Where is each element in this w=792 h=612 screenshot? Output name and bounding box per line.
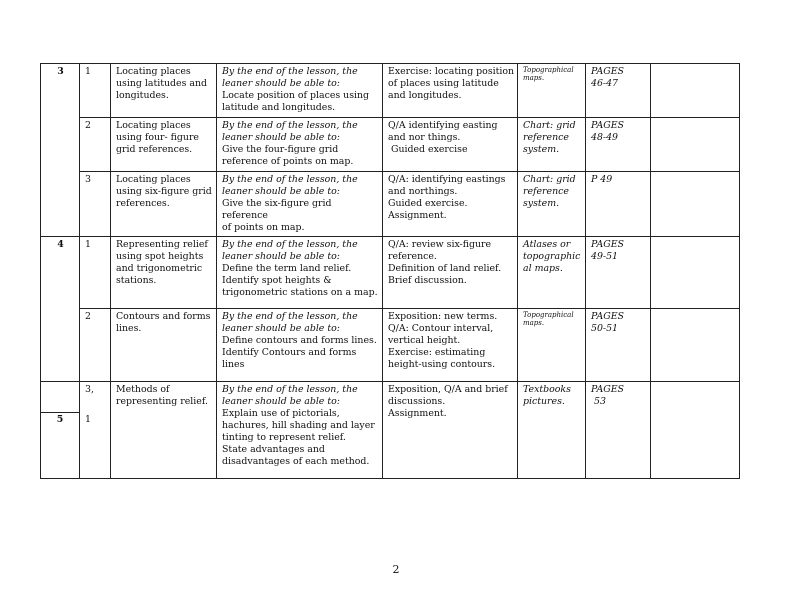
remarks-cell (651, 64, 740, 118)
objectives-cell (217, 118, 383, 172)
week-number: 3 (57, 66, 64, 77)
cell-line: Brief discussion. (388, 275, 467, 286)
objective-line: Give the four-figure grid (222, 144, 339, 155)
table-row (41, 237, 740, 309)
resources-cell (518, 309, 586, 382)
lesson-number: 2 (85, 120, 91, 131)
lesson-number: 3 (85, 174, 91, 185)
cell-line: Topographical (523, 66, 574, 74)
cell-line: Definition of land relief. (388, 263, 502, 274)
reference-cell (586, 118, 651, 172)
topic-cell (111, 382, 217, 479)
cell-line: using spot heights (116, 251, 204, 262)
lesson-cell (80, 118, 111, 172)
cell-line: vertical height. (388, 335, 461, 346)
cell-line: Contours and forms (116, 311, 211, 322)
activities-cell (383, 118, 518, 172)
cell-line: reference (523, 186, 569, 197)
lesson-number: 2 (85, 311, 91, 322)
week-number: 5 (56, 414, 64, 425)
cell-line: Methods of (116, 384, 170, 395)
cell-line: al maps. (523, 263, 563, 274)
objectives-cell (217, 172, 383, 237)
cell-line: 48-49 (591, 132, 619, 143)
lesson-cell (80, 64, 111, 118)
scheme-of-work-table (40, 63, 740, 479)
objective-line: Give the six-figure grid reference (222, 198, 332, 221)
cell-line: Assignment. (388, 408, 447, 419)
remarks-cell (651, 118, 740, 172)
cell-line: Q/A identifying easting (388, 120, 498, 131)
cell-line: Exposition: new terms. (388, 311, 498, 322)
cell-line: PAGES (591, 120, 624, 131)
objective-intro-line: By the end of the lesson, the (222, 174, 358, 185)
resources-cell (518, 172, 586, 237)
objectives-cell (217, 382, 383, 479)
resources-cell (518, 64, 586, 118)
activities-cell (383, 172, 518, 237)
lesson-cell (80, 309, 111, 382)
cell-line: PAGES (591, 311, 624, 322)
cell-line: Q/A: review six-figure (388, 239, 492, 250)
remarks-cell (651, 172, 740, 237)
cell-line: Exercise: locating position (388, 66, 515, 77)
table-row (41, 382, 740, 479)
topic-cell (111, 172, 217, 237)
objective-intro-line: By the end of the lesson, the (222, 66, 358, 77)
cell-line: representing relief. (116, 396, 208, 407)
cell-line: Chart: grid (523, 174, 576, 185)
week-cell (41, 382, 80, 479)
cell-line: and northings. (388, 186, 458, 197)
cell-line: Guided exercise (388, 144, 468, 155)
cell-line: Q/A: Contour interval, (388, 323, 494, 334)
cell-line: Chart: grid (523, 120, 576, 131)
cell-line: 46-47 (591, 78, 619, 89)
cell-line: Q/A: identifying eastings (388, 174, 506, 185)
objective-intro-line: By the end of the lesson, the (222, 239, 358, 250)
cell-line: Locating places (116, 174, 191, 185)
lesson-cell (80, 382, 111, 479)
cell-line: height-using contours. (388, 359, 496, 370)
week-number (41, 382, 79, 413)
topic-cell (111, 309, 217, 382)
cell-line: and trigonometric (116, 263, 203, 274)
remarks-cell (651, 309, 740, 382)
objective-line: Define contours and forms lines. (222, 335, 377, 346)
page-number: 2 (392, 563, 400, 576)
cell-line: lines. (116, 323, 142, 334)
cell-line: Textbooks (523, 384, 571, 395)
cell-line: grid references. (116, 144, 193, 155)
cell-line: 50-51 (591, 323, 619, 334)
objective-intro-line: leaner should be able to: (222, 132, 340, 143)
cell-line: system. (523, 144, 560, 155)
resources-cell (518, 237, 586, 309)
objective-line: Locate position of places using (222, 90, 370, 101)
lesson-number: 3, (85, 384, 94, 395)
cell-line: Assignment. (388, 210, 447, 221)
objective-line: Identify Contours and forms lines (222, 347, 357, 370)
objective-intro-line: leaner should be able to: (222, 251, 340, 262)
cell-line: PAGES (591, 66, 624, 77)
lesson-number: 1 (85, 66, 91, 77)
objective-line: Define the term land relief. (222, 263, 352, 274)
remarks-cell (651, 382, 740, 479)
objective-intro-line: By the end of the lesson, the (222, 384, 358, 395)
reference-cell (586, 237, 651, 309)
cell-line: 53 (591, 396, 606, 407)
objective-line: hachures, hill shading and layer (222, 420, 375, 431)
objective-intro-line: leaner should be able to: (222, 78, 340, 89)
objective-intro-line: leaner should be able to: (222, 186, 340, 197)
cell-line: using four- figure (116, 132, 199, 143)
cell-line: maps. (523, 74, 545, 82)
lesson-number: 1 (85, 414, 91, 425)
objectives-cell (217, 237, 383, 309)
objective-line: reference of points on map. (222, 156, 354, 167)
cell-line: using six-figure grid (116, 186, 212, 197)
remarks-cell (651, 237, 740, 309)
cell-line: 49-51 (591, 251, 619, 262)
objectives-cell (217, 64, 383, 118)
objective-line: disadvantages of each method. (222, 456, 370, 467)
activities-cell (383, 309, 518, 382)
cell-line: Topographical (523, 311, 574, 319)
objective-line: trigonometric stations on a map. (222, 287, 378, 298)
cell-line: Exposition, Q/A and brief (388, 384, 508, 395)
cell-line: longitudes. (116, 90, 169, 101)
table-row (41, 118, 740, 172)
cell-line: reference (523, 132, 569, 143)
reference-cell (586, 382, 651, 479)
objective-line: tinting to represent relief. (222, 432, 346, 443)
lesson-number: 1 (85, 239, 91, 250)
objective-line: State advantages and (222, 444, 325, 455)
objective-line: Identify spot heights & (222, 275, 332, 286)
cell-line: Exercise: estimating (388, 347, 486, 358)
topic-cell (111, 237, 217, 309)
cell-line: Guided exercise. (388, 198, 468, 209)
cell-line: topographic (523, 251, 581, 262)
activities-cell (383, 64, 518, 118)
cell-line: Locating places (116, 120, 191, 131)
resources-cell (518, 382, 586, 479)
cell-line: Atlases or (523, 239, 571, 250)
objectives-cell (217, 309, 383, 382)
reference-cell (586, 309, 651, 382)
cell-line: reference. (388, 251, 437, 262)
week-cell (41, 64, 80, 237)
reference-cell (586, 64, 651, 118)
cell-line: and nor things. (388, 132, 461, 143)
cell-line: and longitudes. (388, 90, 462, 101)
objective-intro-line: By the end of the lesson, the (222, 120, 358, 131)
table-row (41, 64, 740, 118)
cell-line: P 49 (591, 174, 613, 185)
cell-line: Locating places (116, 66, 191, 77)
objective-line: of points on map. (222, 222, 305, 233)
week-number: 4 (57, 239, 64, 250)
objective-line: Explain use of pictorials, (222, 408, 340, 419)
lesson-cell (80, 237, 111, 309)
cell-line: using latitudes and (116, 78, 207, 89)
week-cell (41, 237, 80, 382)
cell-line: references. (116, 198, 170, 209)
table-row (41, 309, 740, 382)
cell-line: maps. (523, 319, 545, 327)
table-row (41, 172, 740, 237)
cell-line: system. (523, 198, 560, 209)
activities-cell (383, 237, 518, 309)
topic-cell (111, 118, 217, 172)
reference-cell (586, 172, 651, 237)
objective-intro-line: By the end of the lesson, the (222, 311, 358, 322)
cell-line: PAGES (591, 384, 624, 395)
lesson-cell (80, 172, 111, 237)
cell-line: stations. (116, 275, 157, 286)
cell-line: discussions. (388, 396, 446, 407)
topic-cell (111, 64, 217, 118)
cell-line: pictures. (523, 396, 565, 407)
activities-cell (383, 382, 518, 479)
cell-line: PAGES (591, 239, 624, 250)
resources-cell (518, 118, 586, 172)
objective-intro-line: leaner should be able to: (222, 323, 340, 334)
cell-line: Representing relief (116, 239, 208, 250)
objective-line: latitude and longitudes. (222, 102, 336, 113)
objective-intro-line: leaner should be able to: (222, 396, 340, 407)
cell-line: of places using latitude (388, 78, 499, 89)
